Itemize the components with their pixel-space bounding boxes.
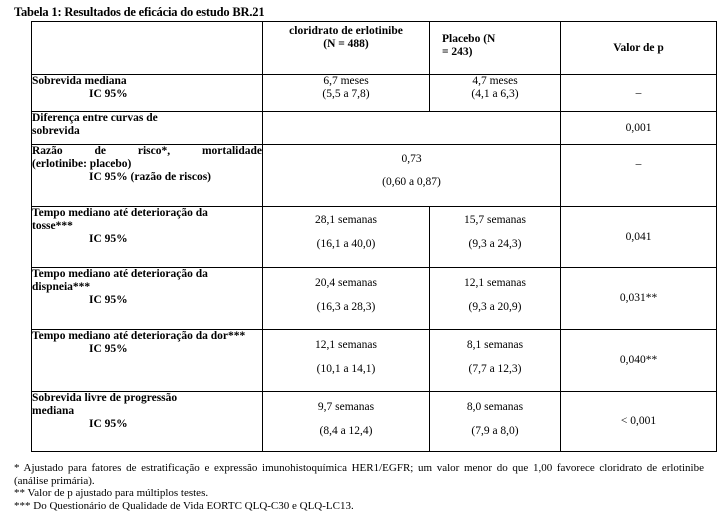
- p-text: 0,031**: [619, 292, 658, 304]
- value-text: 8,1 semanas: [466, 339, 524, 351]
- row-label-dyspnea: [32, 268, 263, 330]
- label-text: sobrevida: [32, 125, 80, 137]
- row-label-survival: [32, 75, 263, 112]
- value-text: 6,7 meses: [323, 75, 369, 87]
- ci-text: (10,1 a 14,1): [316, 363, 376, 375]
- label-text: Razão de risco*, mortalidade: [32, 145, 262, 157]
- header-placebo-name: Placebo (N: [442, 33, 496, 45]
- header-p-label: Valor de p: [613, 41, 664, 54]
- label-text: Tempo mediano até deterioração da: [32, 268, 208, 280]
- ci-text: (9,3 a 24,3): [468, 238, 522, 250]
- p-value-pain: [561, 330, 717, 392]
- p-text: –: [635, 86, 642, 99]
- value-text: 0,73: [401, 153, 422, 165]
- p-text: 0,040**: [619, 354, 658, 366]
- p-text: < 0,001: [620, 415, 657, 427]
- header-drug: [263, 22, 430, 75]
- header-p-value: [561, 22, 717, 75]
- table-row: [32, 268, 717, 330]
- drug-value-survival: [263, 75, 430, 112]
- label-text: mediana: [32, 405, 75, 417]
- table-caption: Tabela 1: Resultados de eficácia do estudo BR.21: [14, 5, 265, 19]
- ci-text: (4,1 a 6,3): [471, 88, 519, 100]
- ci-label: IC 95%: [89, 418, 128, 430]
- label-text: tosse***: [32, 220, 73, 232]
- p-text: 0,041: [625, 230, 652, 243]
- ci-label: IC 95%: [89, 88, 128, 100]
- p-value-hazard: [561, 145, 717, 207]
- value-text: 8,0 semanas: [466, 401, 524, 413]
- label-text: Diferença entre curvas de: [32, 112, 158, 124]
- table-row: [32, 330, 717, 392]
- value-text: 28,1 semanas: [315, 214, 377, 226]
- p-value-survival: [561, 75, 717, 112]
- ci-text: (9,3 a 20,9): [468, 301, 522, 313]
- table-row: [32, 207, 717, 268]
- value-text: 12,1 semanas: [464, 277, 526, 289]
- table-row: [32, 112, 717, 145]
- table-row: [32, 145, 717, 207]
- footnote-2: ** Valor de p ajustado para múltiplos testes.: [14, 487, 209, 499]
- p-value-curve-diff: [561, 112, 717, 145]
- placebo-value-pain: [430, 330, 561, 392]
- label-text: Tempo mediano até deterioração da: [32, 207, 208, 219]
- ci-text: (7,9 a 8,0): [471, 425, 519, 437]
- ci-text: (0,60 a 0,87): [382, 176, 441, 188]
- table-row: [32, 75, 717, 112]
- p-value-dyspnea: [561, 268, 717, 330]
- placebo-value-cough: [430, 207, 561, 268]
- row-label-curve-diff: [32, 112, 263, 145]
- footnotes: [14, 462, 704, 512]
- value-text: 9,7 semanas: [317, 401, 375, 413]
- header-row: [32, 22, 717, 75]
- header-drug-n: (N = 488): [323, 38, 369, 50]
- efficacy-table: [31, 21, 717, 452]
- ci-label: IC 95%: [89, 233, 128, 245]
- row-label-progression: [32, 392, 263, 452]
- placebo-value-dyspnea: [430, 268, 561, 330]
- value-text: 12,1 semanas: [315, 339, 377, 351]
- empty-merged-cell: [263, 112, 561, 145]
- value-text: 15,7 semanas: [464, 214, 526, 226]
- p-value-progression: [561, 392, 717, 452]
- label-text: (erlotinibe: placebo): [32, 158, 132, 170]
- drug-value-dyspnea: [263, 268, 430, 330]
- ci-label: IC 95%: [89, 343, 128, 355]
- ci-text: (16,3 a 28,3): [316, 301, 376, 313]
- p-text: –: [635, 158, 642, 170]
- label-text: Tempo mediano até deterioração da dor***: [32, 330, 246, 342]
- drug-value-progression: [263, 392, 430, 452]
- drug-value-cough: [263, 207, 430, 268]
- header-drug-name: cloridrato de erlotinibe: [289, 25, 403, 37]
- p-text: 0,001: [625, 121, 652, 134]
- footnote-1: * Ajustado para fatores de estratificação e expressão imunohistoquímica HER1/EGFR; um valor menor do que 1,00 favorece cloridrato de erlotinibe (análise primária).: [14, 462, 704, 487]
- p-value-cough: [561, 207, 717, 268]
- row-label-pain: [32, 330, 263, 392]
- header-placebo-n: = 243): [442, 46, 473, 58]
- table-row: [32, 392, 717, 452]
- hazard-ratio-value: [263, 145, 561, 207]
- value-text: 20,4 semanas: [315, 277, 377, 289]
- placebo-value-progression: [430, 392, 561, 452]
- header-placebo: [430, 22, 561, 75]
- ci-text: (5,5 a 7,8): [322, 88, 370, 100]
- ci-label: IC 95% (razão de riscos): [89, 171, 212, 183]
- label-text: Sobrevida mediana: [32, 75, 127, 87]
- ci-label: IC 95%: [89, 294, 128, 306]
- header-empty-cell: [32, 22, 263, 75]
- ci-text: (7,7 a 12,3): [468, 363, 522, 375]
- drug-value-pain: [263, 330, 430, 392]
- footnote-3: *** Do Questionário de Qualidade de Vida EORTC QLQ-C30 e QLQ-LC13.: [14, 499, 354, 512]
- ci-text: (8,4 a 12,4): [319, 425, 373, 437]
- placebo-value-survival: [430, 75, 561, 112]
- row-label-cough: [32, 207, 263, 268]
- label-text: Sobrevida livre de progressão: [32, 392, 178, 404]
- row-label-hazard: [32, 145, 263, 207]
- value-text: 4,7 meses: [472, 75, 518, 87]
- ci-text: (16,1 a 40,0): [316, 238, 376, 250]
- label-text: dispneia***: [32, 281, 91, 293]
